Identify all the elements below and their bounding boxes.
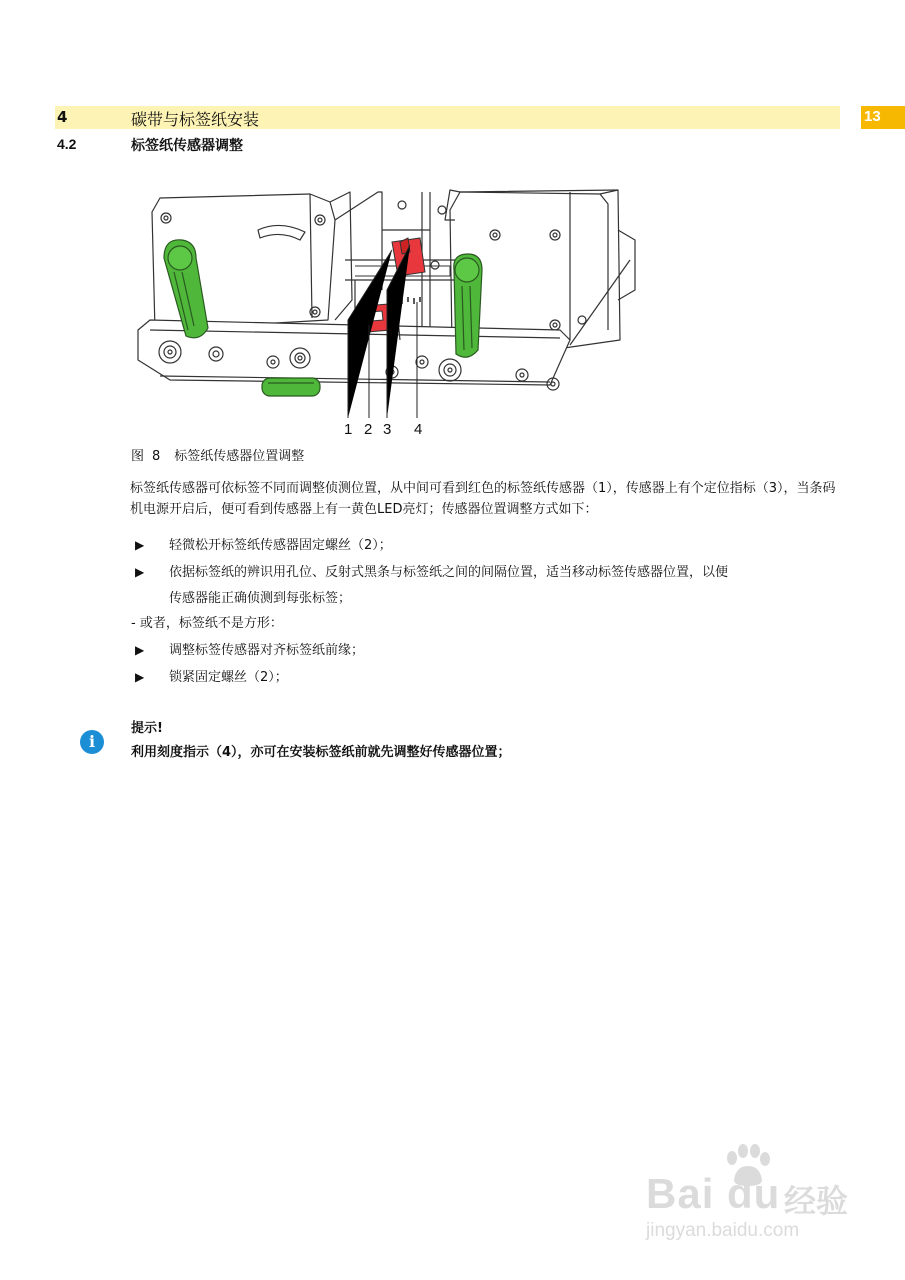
baidu-watermark-logo bbox=[640, 1140, 860, 1250]
caption-text: 标签纸传感器位置调整 bbox=[174, 449, 305, 464]
alternative-case-line: - 或者，标签纸不是方形： bbox=[131, 616, 283, 631]
step-text: 调整标签传感器对齐标签纸前缘； bbox=[169, 643, 365, 658]
bullet-arrow-icon: ▶ bbox=[135, 670, 145, 684]
callout-1: 1 bbox=[344, 421, 353, 438]
step-text-continued: 传感器能正确侦测到每张标签； bbox=[169, 591, 352, 606]
step-text: 锁紧固定螺丝（2）； bbox=[169, 670, 288, 685]
watermark-brand: Bai du bbox=[646, 1170, 781, 1217]
section-number: 4.2 bbox=[57, 136, 77, 152]
printer-mechanism-illustration bbox=[130, 180, 640, 440]
step-text: 依据标签纸的辨识用孔位、反射式黑条与标签纸之间的间隔位置，适当移动标签传感器位置，以便 bbox=[169, 565, 729, 580]
intro-paragraph: 标签纸传感器可依标签不同而调整侦测位置，从中间可看到红色的标签纸传感器（1），传感器上有个定位指标（3），当条码机电源开启后，便可看到传感器上有一黄色LED亮灯；传感器位置调整方式如下： bbox=[130, 481, 836, 517]
bullet-arrow-icon: ▶ bbox=[135, 538, 145, 552]
callout-3: 3 bbox=[383, 421, 392, 438]
callout-2: 2 bbox=[364, 421, 373, 438]
chapter-number: 4 bbox=[57, 108, 68, 126]
sensor-adjustment-figure bbox=[130, 180, 640, 440]
watermark-cn: 经验 bbox=[784, 1182, 849, 1220]
section-title: 标签纸传感器调整 bbox=[131, 138, 243, 154]
watermark-url: jingyan.baidu.com bbox=[646, 1220, 800, 1241]
caption-number: 8 bbox=[152, 449, 161, 464]
figure-caption bbox=[131, 445, 304, 464]
page-number-badge: 13 bbox=[861, 106, 905, 129]
caption-prefix: 图 bbox=[131, 449, 145, 464]
step-text: 轻微松开标签纸传感器固定螺丝（2）； bbox=[169, 538, 392, 553]
callout-4: 4 bbox=[414, 421, 423, 438]
note-text: 利用刻度指示（4），亦可在安装标签纸前就先调整好传感器位置； bbox=[131, 745, 511, 760]
chapter-title: 碳带与标签纸安装 bbox=[131, 110, 260, 129]
info-icon: i bbox=[80, 730, 104, 754]
bullet-arrow-icon: ▶ bbox=[135, 565, 145, 579]
bullet-arrow-icon: ▶ bbox=[135, 643, 145, 657]
note-title: 提示! bbox=[131, 721, 163, 736]
